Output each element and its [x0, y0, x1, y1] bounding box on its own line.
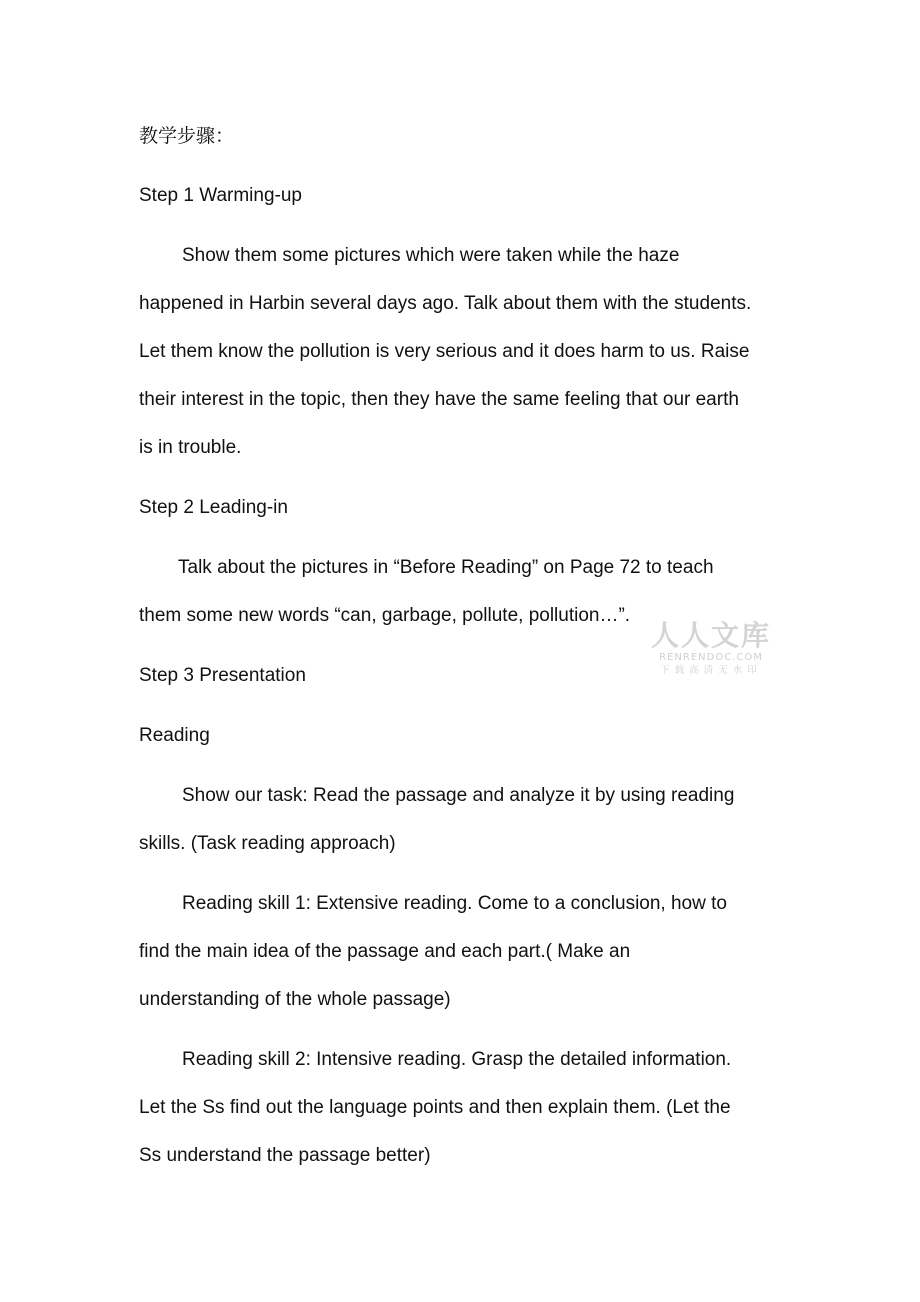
watermark-slogan: 下载高清无水印: [660, 665, 762, 676]
watermark-domain: RENRENDOC.COM: [659, 652, 763, 663]
step1-paragraph-line: Let them know the pollution is very serious and it does harm to us. Raise: [139, 341, 750, 362]
step1-title: Step 1 Warming-up: [139, 185, 302, 206]
skill2-paragraph-line: Let the Ss find out the language points and then explain them. (Let the: [139, 1097, 731, 1118]
skill1-paragraph-line: understanding of the whole passage): [139, 989, 451, 1010]
step1-paragraph-line: their interest in the topic, then they have the same feeling that our earth: [139, 389, 739, 410]
step1-paragraph-line: happened in Harbin several days ago. Talk about them with the students.: [139, 293, 752, 314]
watermark-title: 人人文库: [650, 619, 771, 652]
step2-title: Step 2 Leading-in: [139, 497, 288, 518]
section-heading: 教学步骤：: [139, 125, 235, 147]
skill1-paragraph-line: find the main idea of the passage and each part.( Make an: [139, 941, 631, 962]
skill2-paragraph-line: Reading skill 2: Intensive reading. Grasp the detailed information.: [182, 1049, 732, 1070]
step3-title: Step 3 Presentation: [139, 665, 306, 686]
task-paragraph-line: Show our task: Read the passage and analyze it by using reading: [182, 785, 735, 806]
skill2-paragraph-line: Ss understand the passage better): [139, 1145, 431, 1166]
task-paragraph-line: skills. (Task reading approach): [139, 833, 396, 854]
step1-paragraph-line: Show them some pictures which were taken while the haze: [182, 245, 680, 266]
step1-paragraph-line: is in trouble.: [139, 437, 242, 458]
step2-paragraph-line: Talk about the pictures in “Before Reading” on Page 72 to teach: [178, 557, 714, 578]
reading-title: Reading: [139, 725, 210, 746]
watermark: [646, 620, 776, 684]
step2-paragraph-line: them some new words “can, garbage, pollute, pollution…”.: [139, 605, 631, 626]
skill1-paragraph-line: Reading skill 1: Extensive reading. Come to a conclusion, how to: [182, 893, 727, 914]
